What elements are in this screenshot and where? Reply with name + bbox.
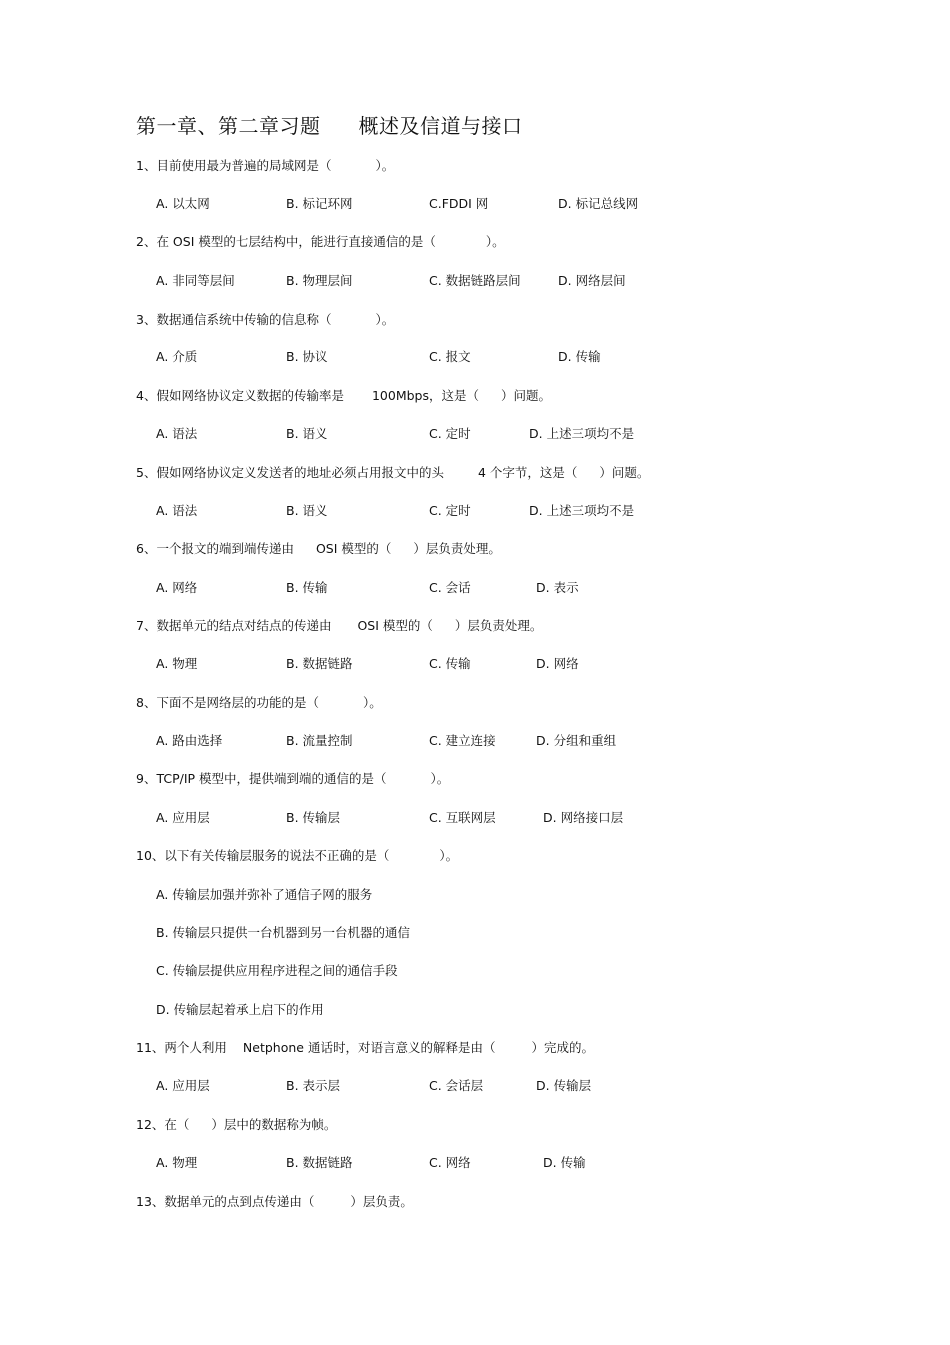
option-12d: D. 传输 — [543, 1155, 586, 1170]
option-8a: A. 路由选择 — [156, 733, 223, 748]
option-4b: B. 语义 — [286, 426, 328, 441]
option-11c: C. 会话层 — [429, 1078, 484, 1093]
option-8d: D. 分组和重组 — [536, 733, 617, 748]
option-4a: A. 语法 — [156, 426, 198, 441]
question-5: 5、假如网络协议定义发送者的地址必须占用报文中的头 4 个字节，这是（ ）问题。 — [136, 465, 650, 480]
option-5b: B. 语义 — [286, 503, 328, 518]
option-2d: D. 网络层间 — [558, 273, 626, 288]
option-1c: C.FDDI 网 — [429, 196, 489, 211]
option-9d: D. 网络接口层 — [543, 810, 624, 825]
option-7d: D. 网络 — [536, 656, 579, 671]
option-7b: B. 数据链路 — [286, 656, 353, 671]
question-3: 3、数据通信系统中传输的信息称（ ）。 — [136, 312, 395, 327]
option-5a: A. 语法 — [156, 503, 198, 518]
title-part-1: 第一章、第二章习题 — [136, 114, 321, 138]
option-8b: B. 流量控制 — [286, 733, 353, 748]
option-9a: A. 应用层 — [156, 810, 210, 825]
option-3d: D. 传输 — [558, 349, 601, 364]
option-7c: C. 传输 — [429, 656, 471, 671]
option-10c: C. 传输层提供应用程序进程之间的通信手段 — [156, 963, 398, 978]
option-5c: C. 定时 — [429, 503, 471, 518]
title-part-2: 概述及信道与接口 — [358, 114, 523, 138]
option-2c: C. 数据链路层间 — [429, 273, 521, 288]
option-1b: B. 标记环网 — [286, 196, 353, 211]
question-8: 8、下面不是网络层的功能的是（ ）。 — [136, 695, 382, 710]
option-10a: A. 传输层加强并弥补了通信子网的服务 — [156, 887, 373, 902]
option-11a: A. 应用层 — [156, 1078, 210, 1093]
option-7a: A. 物理 — [156, 656, 198, 671]
option-6b: B. 传输 — [286, 580, 328, 595]
option-12b: B. 数据链路 — [286, 1155, 353, 1170]
question-12: 12、在（ ）层中的数据称为帧。 — [136, 1117, 337, 1132]
option-11b: B. 表示层 — [286, 1078, 341, 1093]
question-7: 7、数据单元的结点对结点的传递由 OSI 模型的（ ）层负责处理。 — [136, 618, 543, 633]
option-3c: C. 报文 — [429, 349, 471, 364]
question-2: 2、在 OSI 模型的七层结构中，能进行直接通信的是（ ）。 — [136, 234, 505, 249]
option-3b: B. 协议 — [286, 349, 328, 364]
question-6: 6、一个报文的端到端传递由 OSI 模型的（ ）层负责处理。 — [136, 541, 501, 556]
question-10: 10、以下有关传输层服务的说法不正确的是（ ）。 — [136, 848, 459, 863]
option-3a: A. 介质 — [156, 349, 198, 364]
option-2a: A. 非同等层间 — [156, 273, 235, 288]
question-4: 4、假如网络协议定义数据的传输率是 100Mbps，这是（ ）问题。 — [136, 388, 552, 403]
option-9b: B. 传输层 — [286, 810, 341, 825]
option-12c: C. 网络 — [429, 1155, 471, 1170]
option-9c: C. 互联网层 — [429, 810, 496, 825]
question-13: 13、数据单元的点到点传递由（ ）层负责。 — [136, 1194, 413, 1209]
option-6d: D. 表示 — [536, 580, 579, 595]
option-4c: C. 定时 — [429, 426, 471, 441]
question-1: 1、目前使用最为普遍的局域网是（ ）。 — [136, 158, 395, 173]
option-6a: A. 网络 — [156, 580, 198, 595]
option-1a: A. 以太网 — [156, 196, 210, 211]
question-9: 9、TCP/IP 模型中，提供端到端的通信的是（ ）。 — [136, 771, 450, 786]
question-11: 11、两个人利用 Netphone 通话时，对语言意义的解释是由（ ）完成的。 — [136, 1040, 594, 1055]
option-11d: D. 传输层 — [536, 1078, 592, 1093]
option-4d: D. 上述三项均不是 — [529, 426, 635, 441]
option-12a: A. 物理 — [156, 1155, 198, 1170]
option-10d: D. 传输层起着承上启下的作用 — [156, 1002, 324, 1017]
option-10b: B. 传输层只提供一台机器到另一台机器的通信 — [156, 925, 411, 940]
option-8c: C. 建立连接 — [429, 733, 496, 748]
option-6c: C. 会话 — [429, 580, 471, 595]
page-title — [136, 110, 523, 139]
option-2b: B. 物理层间 — [286, 273, 353, 288]
option-5d: D. 上述三项均不是 — [529, 503, 635, 518]
option-1d: D. 标记总线网 — [558, 196, 639, 211]
